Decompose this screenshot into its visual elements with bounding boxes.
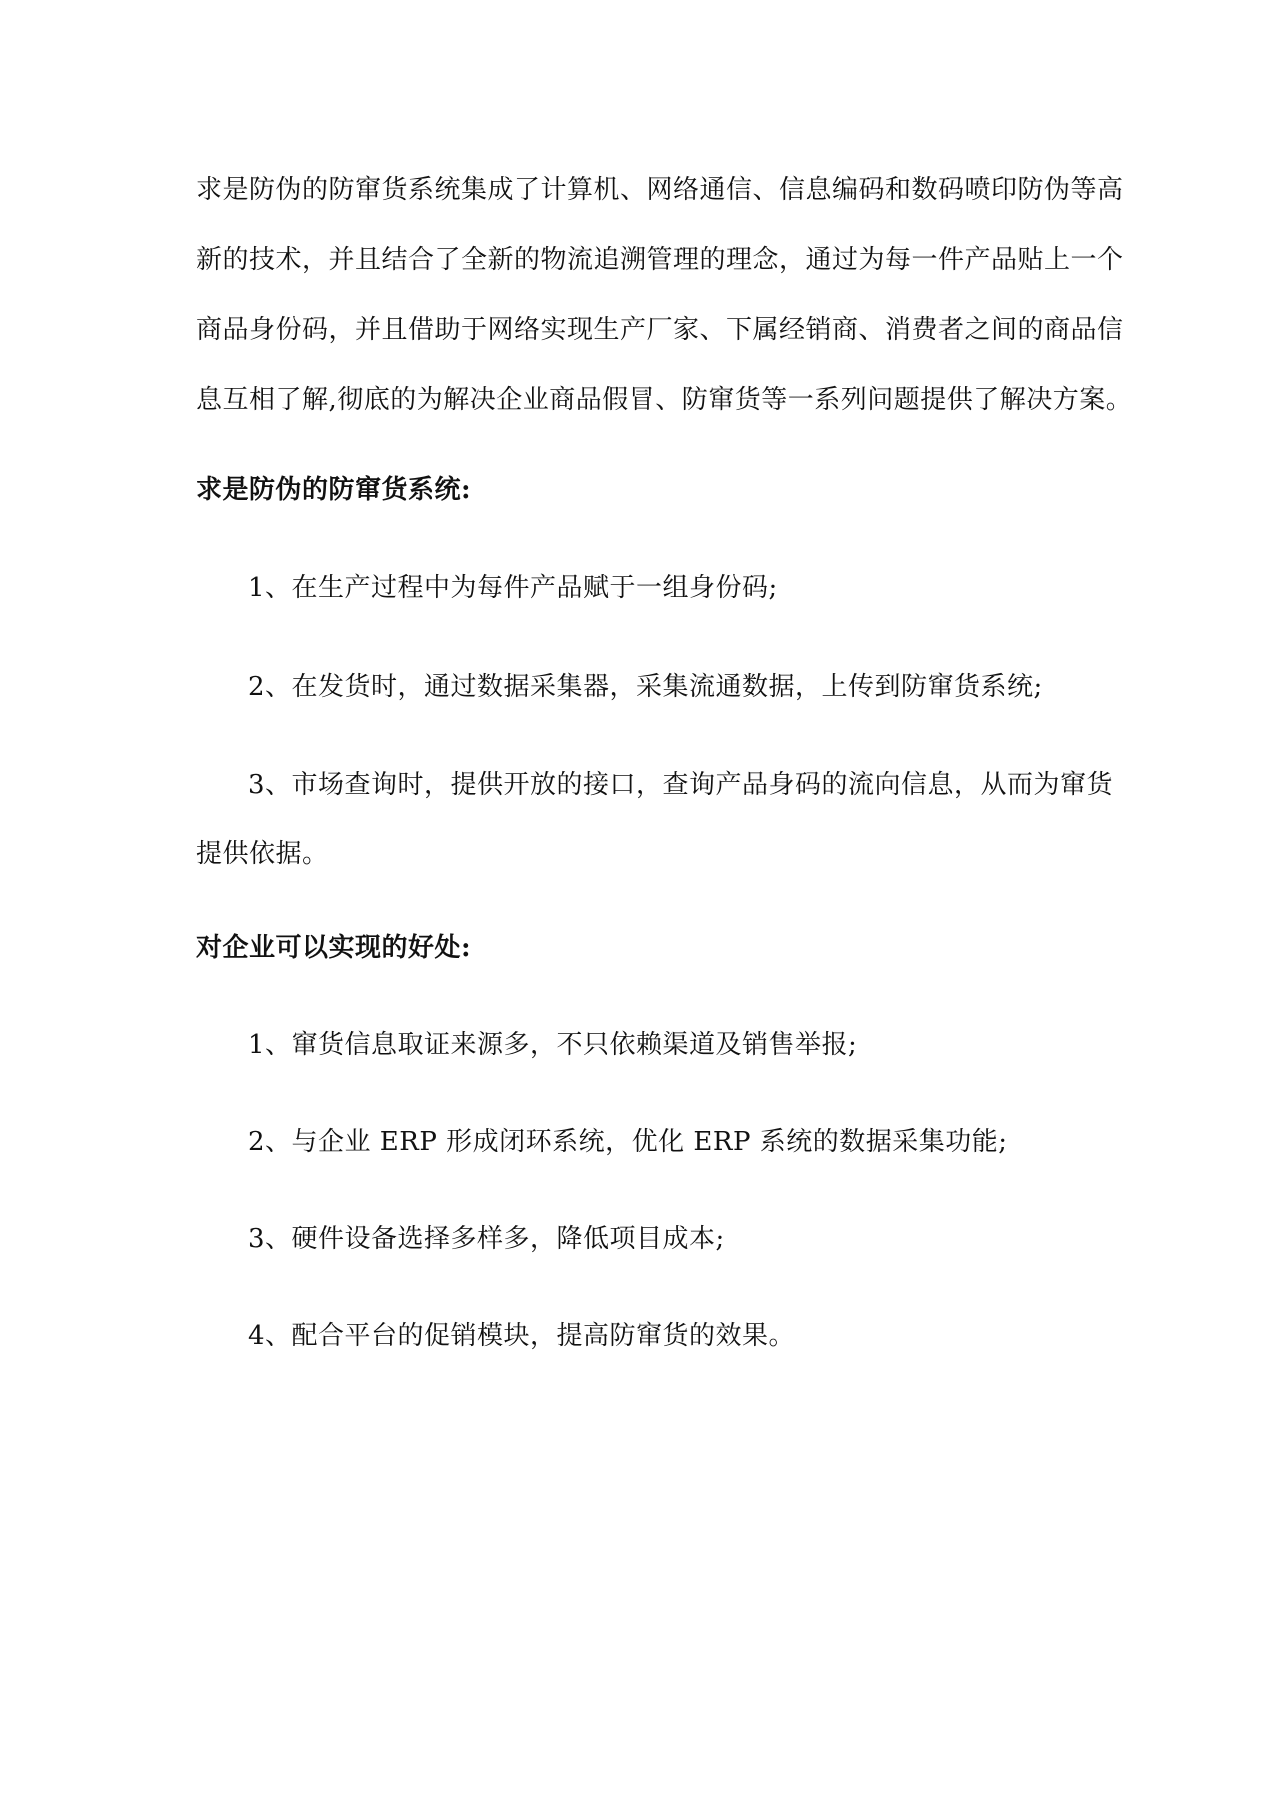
system-heading: 求是防伪的防窜货系统: bbox=[196, 475, 472, 505]
benefits-heading: 对企业可以实现的好处: bbox=[196, 933, 472, 963]
intro-paragraph bbox=[196, 155, 1133, 435]
system-item-3: 3、市场查询时，提供开放的接口，查询产品身码的流向信息，从而为窜货 bbox=[248, 770, 1114, 800]
intro-line: 新的技术，并且结合了全新的物流追溯管理的理念，通过为每一件产品贴上一个 bbox=[196, 245, 1124, 275]
intro-line: 息互相了解,彻底的为解决企业商品假冒、防窜货等一系列问题提供了解决方案。 bbox=[196, 385, 1133, 415]
benefit-item-2: 2、与企业 ERP 形成闭环系统，优化 ERP 系统的数据采集功能; bbox=[248, 1127, 1008, 1157]
system-item-3-continuation: 提供依据。 bbox=[196, 839, 329, 869]
benefit-item-1: 1、窜货信息取证来源多，不只依赖渠道及销售举报; bbox=[248, 1030, 858, 1060]
intro-line: 商品身份码，并且借助于网络实现生产厂家、下属经销商、消费者之间的商品信 bbox=[196, 315, 1124, 345]
benefit-item-4: 4、配合平台的促销模块，提高防窜货的效果。 bbox=[248, 1321, 796, 1351]
system-item-2: 2、在发货时，通过数据采集器，采集流通数据，上传到防窜货系统; bbox=[248, 672, 1043, 702]
benefit-item-3: 3、硬件设备选择多样多，降低项目成本; bbox=[248, 1224, 725, 1254]
system-item-1: 1、在生产过程中为每件产品赋于一组身份码; bbox=[248, 573, 778, 603]
intro-line: 求是防伪的防窜货系统集成了计算机、网络通信、信息编码和数码喷印防伪等高 bbox=[196, 175, 1124, 205]
